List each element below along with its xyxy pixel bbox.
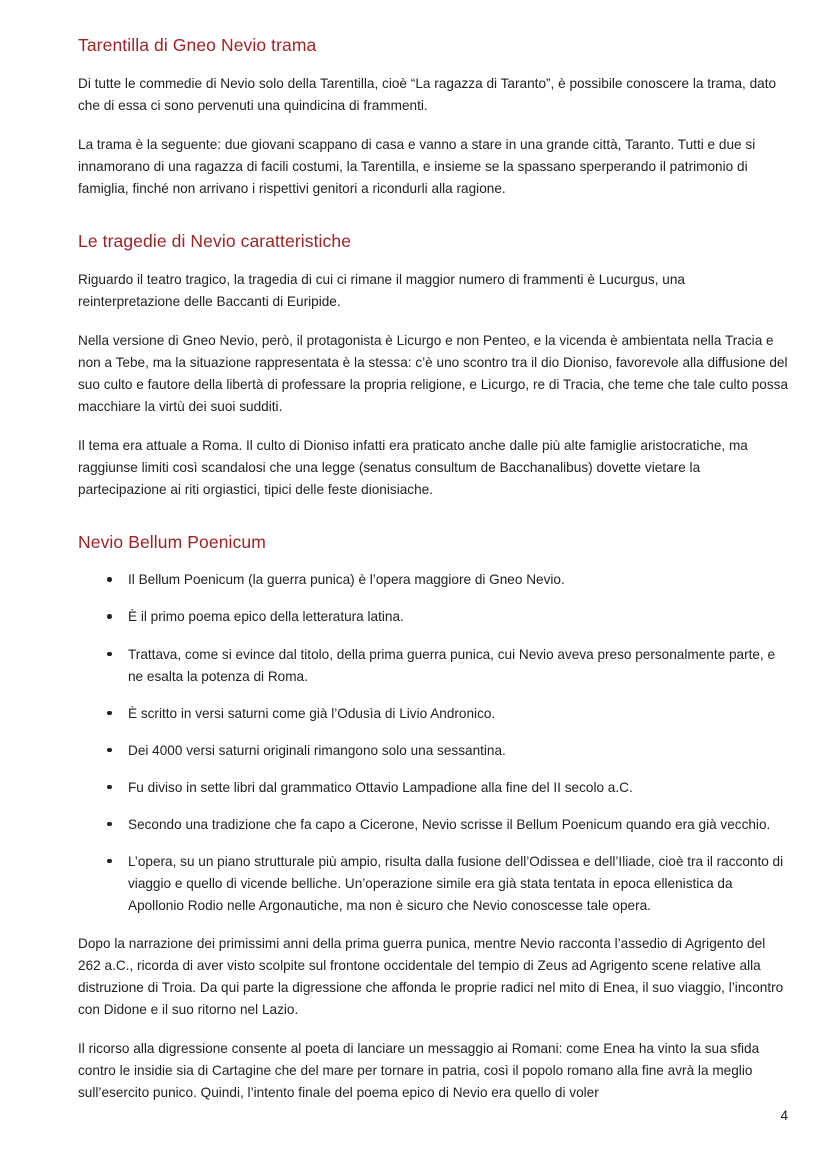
- bullet-dot-icon: [107, 748, 112, 753]
- paragraph: Dopo la narrazione dei primissimi anni della prima guerra punica, mentre Nevio racconta l’assedio di Agrigento del 262 a.C., ricorda di aver visto scolpite sul frontone occidentale del tempio di Zeus ad Agrigento scene relative alla distruzione di Troia. Da qui parte la digressione che affonda le proprie radici nel mito di Enea, il suo viaggio, l’incontro con Didone e il suo ritorno nel Lazio.: [78, 935, 784, 1017]
- paragraph: La trama è la seguente: due giovani scappano di casa e vanno a stare in una grande città, Taranto. Tutti e due si innamorano di una ragazza di facili costumi, la Tarentilla, e insieme se la spassano sperperando il patrimonio di famiglia, finché non arrivano i rispettivi genitori a ricondurli alla ragione.: [78, 136, 756, 196]
- list-item: [78, 569, 790, 591]
- list-item-text: Il Bellum Poenicum (la guerra punica) è l’opera maggiore di Gneo Nevio.: [128, 572, 565, 588]
- list-item: [78, 777, 790, 799]
- list-item: [78, 606, 790, 628]
- section-heading-tarentilla: Tarentilla di Gneo Nevio trama: [78, 35, 317, 55]
- list-item-text: È scritto in versi saturni come già l’Odusìa di Livio Andronico.: [128, 705, 496, 721]
- document-body: [78, 34, 790, 1104]
- list-item: [78, 814, 790, 836]
- section-heading-tragedie: Le tragedie di Nevio caratteristiche: [78, 230, 352, 251]
- bullet-list: [78, 569, 790, 916]
- list-item: [78, 644, 790, 688]
- paragraph: Riguardo il teatro tragico, la tragedia di cui ci rimane il maggior numero di frammenti è Lucurgus, una reinterpretazione delle Baccanti di Euripide.: [78, 271, 686, 309]
- list-item: [78, 740, 790, 762]
- bullet-dot-icon: [107, 822, 112, 827]
- bullet-dot-icon: [107, 785, 112, 790]
- section-heading-bellum-poenicum: Nevio Bellum Poenicum: [78, 531, 266, 552]
- list-item-text: Dei 4000 versi saturni originali rimangono solo una sessantina.: [128, 742, 506, 758]
- paragraph: Il tema era attuale a Roma. Il culto di Dioniso infatti era praticato anche dalle più alte famiglie aristocratiche, ma raggiunse limiti così scandalosi che una legge (senatus consultum de Bacchanalibus) dovette vietare la partecipazione ai riti orgiastici, tipici delle feste dionisiache.: [78, 437, 748, 497]
- list-item-text: È il primo poema epico della letteratura latina.: [128, 609, 404, 625]
- paragraph: Di tutte le commedie di Nevio solo della Tarentilla, cioè “La ragazza di Taranto”, è possibile conoscere la trama, dato che di essa ci sono pervenuti una quindicina di frammenti.: [78, 75, 777, 113]
- page-number: 4: [780, 1108, 788, 1124]
- bullet-dot-icon: [107, 577, 112, 582]
- list-item-text: Trattava, come si evince dal titolo, della prima guerra punica, cui Nevio aveva preso personalmente parte, e ne esalta la potenza di Roma.: [128, 646, 776, 684]
- paragraph: Il ricorso alla digressione consente al poeta di lanciare un messaggio ai Romani: come Enea ha vinto la sua sfida contro le insidie sia di Cartagine che del mare per tornare in patria, così il popolo romano alla fine avrà la meglio sull’esercito punico. Quindi, l’intento finale del poema epico di Nevio era quello di voler: [78, 1040, 760, 1100]
- bullet-dot-icon: [107, 711, 112, 716]
- bullet-dot-icon: [107, 652, 112, 657]
- bullet-dot-icon: [107, 859, 112, 864]
- list-item: [78, 703, 790, 725]
- list-item-text: Fu diviso in sette libri dal grammatico Ottavio Lampadione alla fine del II secolo a.C.: [128, 779, 633, 795]
- list-item-text: Secondo una tradizione che fa capo a Cicerone, Nevio scrisse il Bellum Poenicum quando era già vecchio.: [128, 816, 771, 832]
- paragraph: Nella versione di Gneo Nevio, però, il protagonista è Licurgo e non Penteo, e la vicenda è ambientata nella Tracia e non a Tebe, ma la situazione rappresentata è la stessa: c’è uno scontro tra il dio Dioniso, favorevole alla diffusione del suo culto e fautore della libertà di professare la propria religione, e Licurgo, re di Tracia, che teme che tale culto possa macchiare la virtù dei suoi sudditi.: [78, 332, 789, 414]
- bullet-dot-icon: [107, 614, 112, 619]
- list-item-text: L’opera, su un piano strutturale più ampio, risulta dalla fusione dell’Odissea e dell’Iliade, cioè tra il racconto di viaggio e quello di vicende belliche. Un’operazione simile era già stata tentata in epoca ellenistica da Apollonio Rodio nelle Argonautiche, ma non è sicuro che Nevio conoscesse tale opera.: [128, 853, 784, 913]
- list-item: [78, 851, 790, 917]
